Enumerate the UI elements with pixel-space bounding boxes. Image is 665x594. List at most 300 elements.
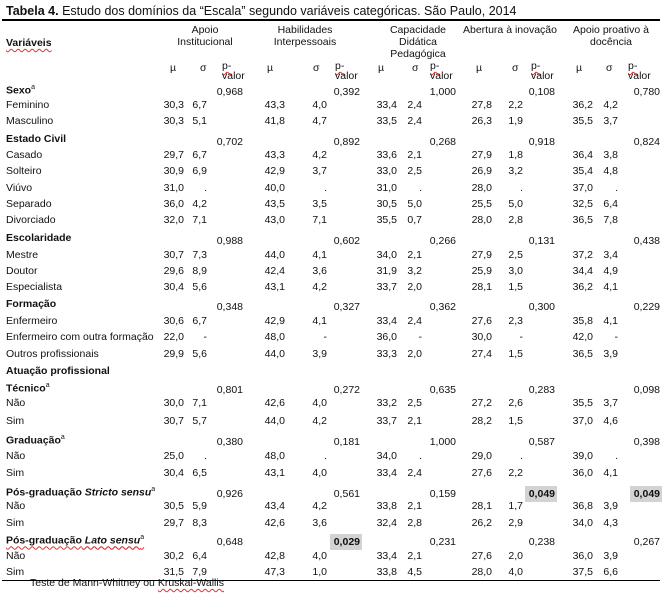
sd-value: 2,2	[508, 467, 523, 479]
sd-value: .	[615, 182, 618, 194]
mean-value: 29,9	[163, 348, 184, 360]
p-value: 1,000	[429, 436, 456, 448]
mean-value: 42,6	[264, 517, 285, 529]
footnote-text: Teste de Mann-Whitney ou	[30, 577, 155, 589]
sd-value: 0,7	[407, 214, 422, 226]
p-value: 0,702	[216, 136, 243, 148]
sd-value: 1,5	[508, 415, 523, 427]
row-label-10: Mestre	[6, 249, 39, 261]
p-value: 0,648	[216, 536, 243, 548]
sd-value: 8,3	[192, 517, 207, 529]
p-value: 0,131	[528, 235, 555, 247]
sd-value: .	[419, 182, 422, 194]
mean-value: 42,9	[264, 315, 285, 327]
p-value: 0,362	[429, 301, 456, 313]
sd-value: 1,5	[508, 348, 523, 360]
mean-value: 36,2	[572, 99, 593, 111]
mean-value: 31,0	[163, 182, 184, 194]
row-category-sup: a	[151, 486, 156, 493]
mean-value: 28,1	[471, 281, 492, 293]
p-value: 0,392	[333, 86, 360, 98]
sd-value: 3,9	[312, 348, 327, 360]
sd-value: 2,4	[407, 467, 422, 479]
sd-value: 4,8	[603, 165, 618, 177]
header-group-1-line-1: Apoio	[191, 24, 219, 36]
row-label-25: Não	[6, 500, 26, 512]
header-group-3-line-1: Capacidade	[389, 24, 447, 36]
mean-value: 41,8	[264, 115, 285, 127]
row-label-1: Feminino	[6, 99, 50, 111]
mean-value: 36,0	[376, 331, 397, 343]
sd-value: 1,7	[508, 500, 523, 512]
mean-value: 33,7	[376, 281, 397, 293]
p-value: 0,283	[528, 384, 555, 396]
mean-value: 31,9	[376, 265, 397, 277]
mean-value: 36,5	[572, 348, 593, 360]
p-value: 0,587	[528, 436, 555, 448]
header-p-2: p-	[335, 60, 345, 72]
sd-value: 6,7	[192, 149, 207, 161]
mean-value: 31,0	[376, 182, 397, 194]
p-value: 0,801	[216, 384, 243, 396]
sd-value: 2,5	[407, 165, 422, 177]
sd-value: 3,7	[603, 115, 618, 127]
p-value: 0,892	[333, 136, 360, 148]
p-value: 0,266	[429, 235, 456, 247]
mean-value: 27,4	[471, 348, 492, 360]
mean-value: 28,0	[471, 214, 492, 226]
row-category-9	[6, 233, 71, 244]
header-sigma-5: σ	[606, 62, 613, 74]
sd-value: 2,6	[508, 397, 523, 409]
header-group-3-line-3: Pedagógica	[390, 48, 446, 60]
sd-value: .	[204, 182, 207, 194]
sd-value: 6,4	[603, 198, 618, 210]
mean-value: 33,7	[376, 415, 397, 427]
mean-value: 27,9	[471, 149, 492, 161]
sd-value: .	[204, 450, 207, 462]
sd-value: 2,2	[508, 99, 523, 111]
sd-value: 7,9	[192, 566, 207, 578]
mean-value: 31,5	[163, 566, 184, 578]
row-category-sup: a	[45, 382, 50, 389]
sd-value: 6,7	[192, 99, 207, 111]
mean-value: 25,0	[163, 450, 184, 462]
mean-value: 33,4	[376, 315, 397, 327]
sd-value: 4,2	[312, 149, 327, 161]
sd-value: 3,0	[508, 265, 523, 277]
mean-value: 36,0	[572, 550, 593, 562]
sd-value: 3,7	[312, 165, 327, 177]
header-group-2-line-1: Habilidades	[277, 24, 333, 36]
p-value: 0,108	[528, 86, 555, 98]
row-label-19: Não	[6, 397, 26, 409]
mean-value: 30,0	[471, 331, 492, 343]
sd-value: .	[520, 182, 523, 194]
sd-value: 4,3	[603, 517, 618, 529]
row-category-sup: a	[31, 84, 36, 91]
row-label-22: Não	[6, 450, 26, 462]
mean-value: 26,9	[471, 165, 492, 177]
mean-value: 35,5	[376, 214, 397, 226]
sd-value: 6,9	[192, 165, 207, 177]
mean-value: 30,0	[163, 397, 184, 409]
sd-value: 1,9	[508, 115, 523, 127]
sd-value: 6,6	[603, 566, 618, 578]
sd-value: 5,7	[192, 415, 207, 427]
mean-value: 42,9	[264, 165, 285, 177]
p-value: 0,181	[333, 436, 360, 448]
p-value: 0,029	[333, 536, 360, 548]
header-group-5	[551, 24, 665, 48]
sd-value: 4,1	[603, 315, 618, 327]
sd-value: 4,5	[407, 566, 422, 578]
p-value: 0,098	[633, 384, 660, 396]
mean-value: 34,0	[376, 450, 397, 462]
sd-value: 5,6	[192, 348, 207, 360]
sd-value: 2,4	[407, 99, 422, 111]
sd-value: 4,2	[312, 415, 327, 427]
row-category-label: Pós-graduação	[6, 534, 82, 547]
mean-value: 48,0	[264, 450, 285, 462]
mean-value: 32,0	[163, 214, 184, 226]
p-value: 0,327	[333, 301, 360, 313]
row-category-label: Escolaridade	[6, 232, 72, 244]
row-label-14: Enfermeiro	[6, 315, 58, 327]
mean-value: 32,5	[572, 198, 593, 210]
mean-value: 22,0	[163, 331, 184, 343]
sd-value: 4,2	[312, 500, 327, 512]
sd-value: -	[323, 331, 327, 343]
mean-value: 27,8	[471, 99, 492, 111]
mean-value: 36,4	[572, 149, 593, 161]
mean-value: 27,2	[471, 397, 492, 409]
mean-value: 43,5	[264, 198, 285, 210]
row-category-17	[6, 366, 110, 377]
sd-value: 4,1	[603, 281, 618, 293]
mean-value: 28,2	[471, 415, 492, 427]
p-value: 0,049	[633, 488, 660, 500]
mean-value: 25,5	[471, 198, 492, 210]
mean-value: 33,4	[376, 467, 397, 479]
p-value: 1,000	[429, 86, 456, 98]
mean-value: 44,0	[264, 415, 285, 427]
header-valor-1: valor	[222, 70, 245, 82]
header-sigma-3: σ	[412, 62, 419, 74]
sd-value: 2,8	[407, 517, 422, 529]
p-value: 0,268	[429, 136, 456, 148]
sd-value: 4,1	[312, 249, 327, 261]
p-value: 0,602	[333, 235, 360, 247]
mean-value: 47,3	[264, 566, 285, 578]
sd-value: 4,6	[603, 415, 618, 427]
row-category-label: Atuação profissional	[6, 365, 110, 377]
row-label-12: Especialista	[6, 281, 63, 293]
p-value: 0,238	[528, 536, 555, 548]
row-label-2: Masculino	[6, 115, 54, 127]
sd-value: 2,5	[508, 249, 523, 261]
mean-value: 30,5	[376, 198, 397, 210]
header-group-1-line-2: Institucional	[177, 36, 233, 48]
top-rule	[2, 19, 660, 21]
sd-value: 2,9	[508, 517, 523, 529]
table-number: Tabela 4.	[6, 4, 59, 18]
sd-value: 1,0	[312, 566, 327, 578]
row-label-23: Sim	[6, 467, 25, 479]
sd-value: 4,0	[312, 550, 327, 562]
header-p-5: p-	[628, 60, 638, 72]
row-category-3	[6, 134, 66, 145]
header-group-5-line-2: docência	[589, 36, 633, 48]
mean-value: 33,3	[376, 348, 397, 360]
mean-value: 37,5	[572, 566, 593, 578]
sd-value: 6,4	[192, 550, 207, 562]
p-value: 0,348	[216, 301, 243, 313]
mean-value: 36,0	[163, 198, 184, 210]
row-category-label: Formação	[6, 298, 57, 310]
sd-value: 3,9	[603, 550, 618, 562]
sd-value: 3,5	[312, 198, 327, 210]
sd-value: 4,7	[312, 115, 327, 127]
mean-value: 36,2	[572, 281, 593, 293]
row-label-15: Enfermeiro com outra formação	[6, 331, 154, 343]
mean-value: 30,5	[163, 500, 184, 512]
header-valor-5: valor	[628, 70, 651, 82]
mean-value: 33,4	[376, 99, 397, 111]
mean-value: 44,0	[264, 348, 285, 360]
mean-value: 37,2	[572, 249, 593, 261]
row-label-26: Sim	[6, 517, 25, 529]
header-p-4: p-	[531, 60, 541, 72]
table-caption: Estudo dos domínios da “Escala” segundo variáveis categóricas. São Paulo, 2014	[62, 4, 517, 18]
footnote-link[interactable]: Kruskal-Wallis	[157, 577, 224, 589]
sd-value: 5,9	[192, 500, 207, 512]
mean-value: 33,8	[376, 500, 397, 512]
mean-value: 30,7	[163, 249, 184, 261]
mean-value: 27,6	[471, 467, 492, 479]
header-mu-4: µ	[476, 62, 483, 74]
sd-value: 2,1	[407, 415, 422, 427]
header-group-2	[245, 24, 365, 48]
row-category-italic: Stricto sensu	[81, 486, 152, 499]
mean-value: 36,5	[572, 214, 593, 226]
p-value: 0,926	[216, 488, 243, 500]
p-value: 0,988	[216, 235, 243, 247]
mean-value: 35,5	[572, 115, 593, 127]
mean-value: 42,6	[264, 397, 285, 409]
p-value: 0,231	[429, 536, 456, 548]
sd-value: 3,7	[603, 397, 618, 409]
mean-value: 26,2	[471, 517, 492, 529]
sd-value: -	[203, 331, 207, 343]
row-category-italic: Lato sensu	[81, 534, 141, 547]
mean-value: 35,4	[572, 165, 593, 177]
p-value: 0,398	[633, 436, 660, 448]
sd-value: 5,0	[407, 198, 422, 210]
mean-value: 42,0	[572, 331, 593, 343]
row-category-sup: a	[140, 534, 145, 541]
header-sigma-1: σ	[200, 62, 207, 74]
table-title	[6, 4, 517, 18]
sd-value: 2,3	[508, 315, 523, 327]
sd-value: 7,1	[192, 397, 207, 409]
sd-value: 3,8	[603, 149, 618, 161]
mean-value: 34,4	[572, 265, 593, 277]
mean-value: 33,4	[376, 550, 397, 562]
header-valor-3: valor	[430, 70, 453, 82]
row-label-5: Solteiro	[6, 165, 42, 177]
sd-value: 4,1	[603, 467, 618, 479]
sd-value: 3,2	[508, 165, 523, 177]
row-category-0	[6, 84, 35, 96]
row-category-label: Estado Civil	[6, 133, 67, 145]
p-value: 0,300	[528, 301, 555, 313]
mean-value: 30,3	[163, 99, 184, 111]
sd-value: 2,1	[407, 249, 422, 261]
row-label-29: Sim	[6, 566, 25, 578]
mean-value: 27,6	[471, 315, 492, 327]
header-mu-5: µ	[576, 62, 583, 74]
mean-value: 30,4	[163, 281, 184, 293]
mean-value: 37,0	[572, 182, 593, 194]
mean-value: 43,0	[264, 214, 285, 226]
sd-value: 4,0	[312, 467, 327, 479]
mean-value: 43,4	[264, 500, 285, 512]
mean-value: 33,2	[376, 397, 397, 409]
row-category-13	[6, 299, 56, 310]
mean-value: 29,7	[163, 149, 184, 161]
mean-value: 43,3	[264, 99, 285, 111]
mean-value: 43,3	[264, 149, 285, 161]
sd-value: 1,8	[508, 149, 523, 161]
sd-value: 2,5	[407, 397, 422, 409]
row-label-4: Casado	[6, 149, 43, 161]
sd-value: 4,2	[192, 198, 207, 210]
mean-value: 30,4	[163, 467, 184, 479]
p-value: 0,918	[528, 136, 555, 148]
header-mu-3: µ	[378, 62, 385, 74]
sd-value: 7,8	[603, 214, 618, 226]
header-p-3: p-	[430, 60, 440, 72]
sd-value: 1,5	[508, 281, 523, 293]
sd-value: 3,9	[603, 348, 618, 360]
sd-value: 7,1	[192, 214, 207, 226]
p-value: 0,968	[216, 86, 243, 98]
header-group-4-line-1: Abertura à inovação	[463, 24, 557, 36]
p-value: 0,229	[633, 301, 660, 313]
sd-value: 4,2	[603, 99, 618, 111]
sd-value: 3,6	[312, 517, 327, 529]
sd-value: 4,9	[603, 265, 618, 277]
mean-value: 43,1	[264, 281, 285, 293]
sd-value: 4,2	[312, 281, 327, 293]
mean-value: 34,0	[572, 517, 593, 529]
sd-value: 3,4	[603, 249, 618, 261]
row-label-28: Não	[6, 550, 26, 562]
row-category-label: Sexo	[6, 84, 32, 97]
sd-value: .	[615, 450, 618, 462]
p-value: 0,272	[333, 384, 360, 396]
sd-value: 2,1	[407, 149, 422, 161]
header-valor-4: valor	[531, 70, 554, 82]
row-label-8: Divorciado	[6, 214, 56, 226]
p-value: 0,780	[633, 86, 660, 98]
mean-value: 29,0	[471, 450, 492, 462]
sd-value: 4,0	[508, 566, 523, 578]
mean-value: 30,2	[163, 550, 184, 562]
sd-value: 6,7	[192, 315, 207, 327]
mean-value: 37,0	[572, 415, 593, 427]
header-p-1: p-	[222, 60, 232, 72]
sd-value: 4,0	[312, 397, 327, 409]
sd-value: 2,4	[407, 115, 422, 127]
sd-value: 2,4	[407, 315, 422, 327]
sd-value: 2,0	[407, 281, 422, 293]
mean-value: 42,8	[264, 550, 285, 562]
mean-value: 30,3	[163, 115, 184, 127]
mean-value: 35,5	[572, 397, 593, 409]
sd-value: 7,1	[312, 214, 327, 226]
row-label-20: Sim	[6, 415, 25, 427]
sd-value: .	[520, 450, 523, 462]
sd-value: 7,3	[192, 249, 207, 261]
mean-value: 28,0	[471, 182, 492, 194]
sd-value: 2,1	[407, 550, 422, 562]
sd-value: 5,1	[192, 115, 207, 127]
p-value: 0,049	[528, 488, 555, 500]
header-group-3-line-2: Didática	[399, 36, 437, 48]
row-category-label: Técnico	[6, 382, 46, 395]
mean-value: 35,8	[572, 315, 593, 327]
mean-value: 28,1	[471, 500, 492, 512]
p-value: 0,159	[429, 488, 456, 500]
header-mu-1: µ	[170, 62, 177, 74]
p-value: 0,267	[633, 536, 660, 548]
sd-value: .	[419, 450, 422, 462]
header-group-2-line-2: Interpessoais	[273, 36, 337, 48]
mean-value: 42,4	[264, 265, 285, 277]
sd-value: 2,8	[508, 214, 523, 226]
mean-value: 40,0	[264, 182, 285, 194]
row-category-label: Graduação	[6, 434, 61, 447]
p-value: 0,824	[633, 136, 660, 148]
row-label-7: Separado	[6, 198, 52, 210]
header-sigma-4: σ	[512, 62, 519, 74]
p-value: 0,380	[216, 436, 243, 448]
sd-value: 4,1	[312, 315, 327, 327]
footnote	[30, 578, 224, 589]
row-label-16: Outros profissionais	[6, 348, 99, 360]
sd-value: .	[324, 450, 327, 462]
mean-value: 34,0	[376, 249, 397, 261]
sd-value: 2,0	[508, 550, 523, 562]
mean-value: 44,0	[264, 249, 285, 261]
sd-value: 4,0	[312, 99, 327, 111]
header-group-5-line-1: Apoio proativo à	[573, 24, 649, 36]
sd-value: 6,5	[192, 467, 207, 479]
sd-value: 3,9	[603, 500, 618, 512]
row-category-sup: a	[60, 434, 65, 441]
sd-value: 5,0	[508, 198, 523, 210]
row-label-6: Viúvo	[6, 182, 33, 194]
row-category-18	[6, 382, 50, 394]
p-value: 0,438	[633, 235, 660, 247]
mean-value: 28,0	[471, 566, 492, 578]
header-valor-2: valor	[335, 70, 358, 82]
row-category-label: Pós-graduação	[6, 486, 82, 499]
mean-value: 36,8	[572, 500, 593, 512]
p-value: 0,635	[429, 384, 456, 396]
